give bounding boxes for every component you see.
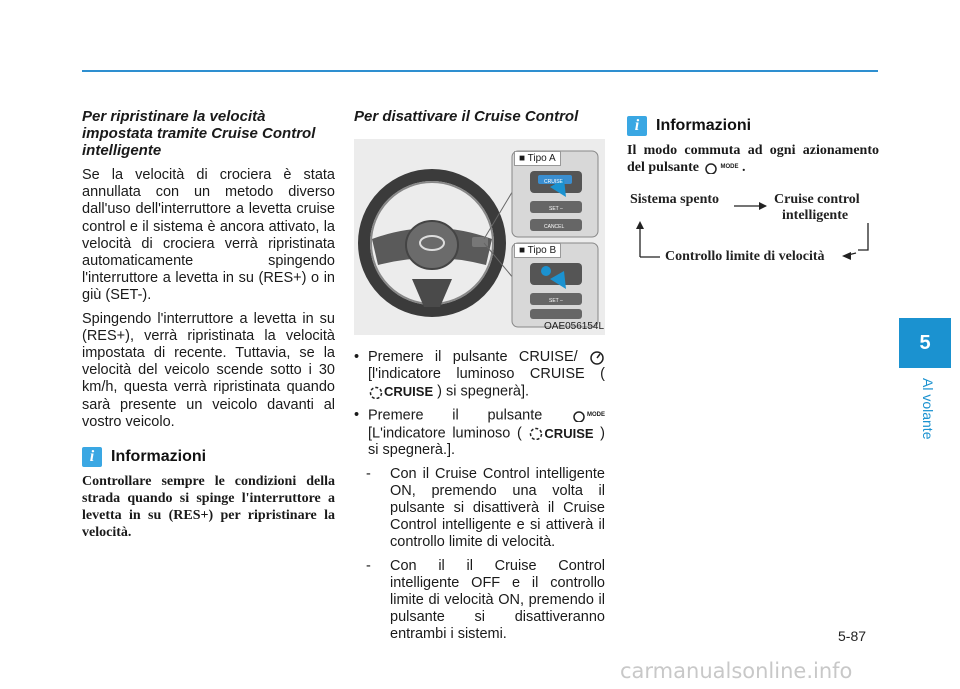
section-heading: Per ripristinare la velocità impostata tramite Cruise Control intelligente [82, 108, 316, 159]
cancel-button-label: CANCEL [544, 224, 565, 230]
figure-code: OAE056154L [544, 321, 605, 332]
chapter-title: Al volante [920, 378, 936, 440]
steering-wheel-figure [354, 139, 605, 335]
dash-marker: - [366, 557, 371, 574]
section-heading: Per disattivare il Cruise Control [354, 108, 579, 125]
column-left [82, 108, 335, 541]
list-item [366, 558, 605, 644]
tipo-b-label: ■ Tipo B [514, 243, 561, 258]
column-right [627, 108, 879, 176]
chapter-tab: 5 [899, 318, 951, 368]
flow-arrows [630, 195, 880, 270]
steering-wheel-illustration [354, 139, 605, 335]
flow-state-off: Sistema spento [630, 192, 720, 207]
bullet-text: [l'indicatore luminoso CRUISE ( [368, 366, 605, 383]
cruise-indicator-text: CRUISE [544, 425, 594, 441]
cruise-indicator-text: CRUISE [384, 384, 434, 400]
info-title: Informazioni [656, 117, 752, 134]
page-number: 5-87 [838, 628, 867, 644]
watermark: carmanualsonline.info [620, 659, 853, 683]
column-middle [354, 108, 605, 650]
header-rule [82, 70, 878, 72]
info-intro-end: . [741, 160, 746, 175]
info-header [627, 116, 879, 136]
flow-state-scc: Cruise control [774, 192, 860, 207]
info-title: Informazioni [111, 448, 207, 466]
set-button-label: SET – [549, 298, 563, 304]
info-text: Controllare sempre le condizioni della strada quando si spinge l'interruttore a levetta in su (RES+) per ripristinare la velocità. [82, 474, 335, 541]
tipo-a-label: ■ Tipo A [514, 151, 561, 166]
cruise-indicator-icon [368, 383, 433, 400]
bullet-text: ) si spegnerà]. [437, 383, 530, 400]
paragraph: Se la velocità di crociera è stata annullata con un metodo diverso dall'uso dell'interruttore a levetta cruise control e il sistema è ancora attivato, la velocità di crociera verrà ripristinata automaticamente spingendo l'interruttore a levetta in su (RES+) o in giù (SET-). [82, 167, 335, 304]
mode-button-icon [571, 407, 605, 424]
info-icon: i [627, 116, 647, 136]
info-text [627, 142, 879, 176]
list-item [366, 466, 605, 552]
bullet-text: ) si spegnerà.]. [368, 425, 605, 459]
info-icon: i [82, 447, 102, 467]
dash-text: Con il il Cruise Control intelligente OFF e il controllo limite di velocità ON, premendo il pulsante si disattiveranno entrambi i sistemi. [390, 557, 605, 643]
mode-icon-text: MODE [720, 164, 739, 171]
bullet-text: Premere il pulsante [368, 407, 543, 424]
cruise-speedometer-icon [589, 349, 605, 365]
flow-state-limit: Controllo limite di velocità [665, 249, 825, 264]
paragraph: Spingendo l'interruttore a levetta in su (RES+), verrà ripristinata la velocità impostata di recente. Tuttavia, se la velocità del veicolo scende sotto i 30 km/h, questa verrà ripristinata quando sarà presente un veicolo davanti al vostro veicolo. [82, 310, 335, 430]
mode-button-icon [702, 159, 738, 176]
bullet-text: [L'indicatore luminoso ( [368, 425, 522, 442]
info-intro: Il modo commuta ad ogni azionamento del pulsante [627, 143, 879, 175]
list-item [354, 349, 605, 401]
bullet-text: Premere il pulsante CRUISE/ [368, 349, 578, 365]
cruise-indicator-icon [528, 425, 593, 442]
dash-text: Con il Cruise Control intelligente ON, premendo una volta il pulsante si disattiverà il Cruise Control intelligente e si attiverà il controllo limite di velocità. [390, 465, 605, 551]
list-item [354, 407, 605, 459]
dash-marker: - [366, 465, 371, 482]
set-button-label: SET – [549, 206, 563, 212]
cruise-button-label: CRUISE [544, 179, 563, 185]
flow-state-scc: intelligente [782, 208, 849, 223]
info-header [82, 447, 335, 467]
mode-icon-text: MODE [587, 412, 606, 419]
